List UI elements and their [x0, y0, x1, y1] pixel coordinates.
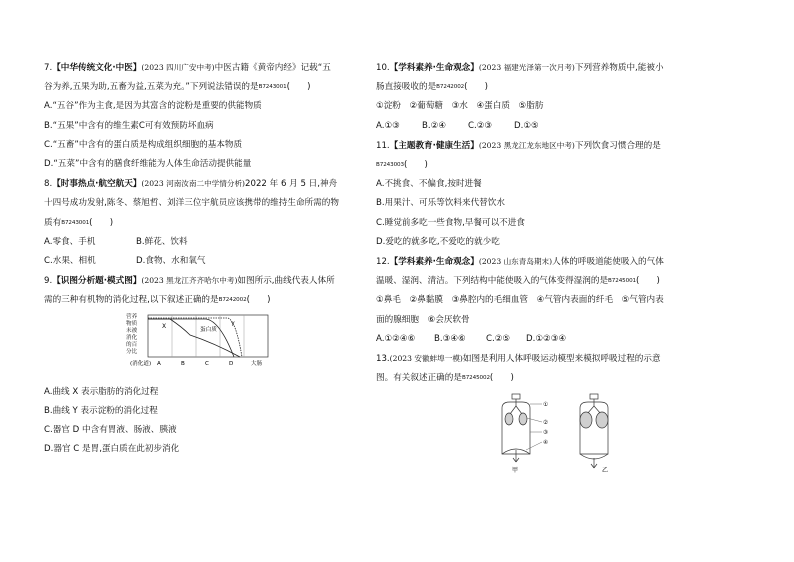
- option-d: D.①②③④: [526, 333, 567, 344]
- x-axis-label: (消化道): [130, 360, 152, 367]
- question-code: B7242002: [218, 297, 247, 304]
- question-source: (2023 安徽蚌埠一模): [389, 354, 463, 364]
- question-8-stem-line2: 十四号成功发射,陈冬、蔡旭哲、刘洋三位宇航员应该携带的维持生命所需的物: [44, 198, 339, 209]
- answer-blank: ( ): [489, 373, 514, 384]
- answer-blank: ( ): [636, 276, 660, 287]
- option-d: D.器官 C 是胃,蛋白质在此初步消化: [44, 444, 180, 455]
- question-text: 如图是利用人体呼吸运动模型来模拟呼吸过程的示意: [462, 354, 661, 365]
- answer-blank: ( ): [286, 82, 311, 93]
- option-b: B.“五果”中含有的维生素C可有效预防坏血病: [44, 120, 214, 131]
- tick-large-intestine: 大肠: [251, 360, 263, 367]
- x-axis-ticks: [157, 359, 263, 367]
- question-text: 温暖、湿润、清洁。下列结构中能使吸入的气体变得湿润的是: [376, 276, 609, 287]
- question-source: (2023 四川广安中考): [141, 63, 215, 72]
- y-label-5: 的百: [126, 341, 138, 348]
- label-2: ②: [543, 420, 549, 427]
- question-text: 下列饮食习惯合理的是: [574, 140, 661, 151]
- caption-jia: 甲: [512, 467, 519, 475]
- question-code: B7245002: [461, 375, 490, 382]
- question-10-items: ①淀粉 ②葡萄糖 ③水 ④蛋白质 ⑤脂肪: [376, 101, 544, 112]
- option-c: C.②③: [468, 120, 493, 131]
- answer-blank: ( ): [464, 82, 489, 93]
- question-tag: 【学科素养·生命观念】: [389, 63, 479, 73]
- question-7-stem-line2: [44, 78, 399, 97]
- option-b: B.鲜花、饮料: [136, 236, 188, 247]
- question-12-stem-line1: [376, 252, 740, 272]
- question-text: 2022 年 6 月 5 日,神舟: [245, 179, 338, 190]
- digestion-curve-figure: [124, 313, 324, 375]
- option-b: B.用果汁、可乐等饮料来代替饮水: [376, 198, 505, 209]
- label-leaders: [526, 404, 542, 450]
- question-number: 8.: [44, 179, 53, 190]
- question-text: 人体的呼吸道能使吸入的气体: [552, 257, 664, 268]
- tick-b: B: [181, 360, 185, 367]
- breathing-model-figure: [492, 392, 640, 474]
- question-10-stem-line2: [376, 78, 740, 97]
- options-row: [376, 330, 740, 349]
- question-source: (2023 河南汝南二中学情分析): [141, 179, 246, 189]
- question-code: B7242002: [436, 84, 465, 91]
- option-a: A.①③: [376, 120, 400, 131]
- option-d: D.①⑤: [514, 120, 539, 131]
- option-b: B.曲线 Y 表示淀粉的消化过程: [44, 406, 158, 417]
- option-c: C.“五畜”中含有的蛋白质是构成组织细胞的基本物质: [44, 139, 243, 150]
- question-12-stem-line2: [376, 272, 740, 291]
- curve-x: [148, 319, 234, 357]
- question-11-stem-line2: [376, 156, 740, 175]
- tick-c: C: [205, 360, 209, 367]
- question-8-stem-line3: [44, 214, 399, 233]
- tick-d: D: [229, 360, 234, 367]
- options-row-1: [44, 233, 399, 252]
- question-text: 肠直接吸收的是: [376, 82, 437, 93]
- label-1: ①: [543, 402, 549, 409]
- question-7: [44, 58, 399, 174]
- y-label-1: 营养: [126, 313, 138, 320]
- option-a: A.①②④⑥: [376, 333, 416, 344]
- question-8-stem-line1: [44, 174, 399, 194]
- question-9-stem-line2: [44, 291, 399, 310]
- answer-blank: ( ): [403, 160, 428, 171]
- question-text: 质有: [44, 217, 62, 228]
- protein-label: 蛋白质: [200, 326, 217, 333]
- question-11: [376, 136, 740, 252]
- option-c: C.器官 D 中含有胃液、肠液、胰液: [44, 425, 177, 436]
- question-text: 需的三种有机物的消化过程,以下叙述正确的是: [44, 295, 219, 306]
- question-tag: 【时事热点·航空航天】: [52, 179, 142, 190]
- question-number: 10.: [376, 63, 390, 73]
- curve-y-label: Y: [231, 320, 235, 328]
- question-13-stem-line2: [376, 369, 740, 388]
- options-row-2: [44, 252, 399, 271]
- option-b: B.②④: [422, 120, 447, 131]
- answer-blank: ( ): [89, 217, 114, 228]
- question-code: B7245001: [608, 278, 636, 285]
- question-12-stem-line4: 面的腺细胞 ⑥会厌软骨: [376, 314, 470, 325]
- left-column: [44, 58, 399, 460]
- right-column: [376, 58, 740, 483]
- question-13: [376, 349, 740, 483]
- question-text: 谷为养,五果为助,五畜为益,五菜为充。”下列说法错误的是: [44, 82, 259, 93]
- question-13-stem-line1: [376, 349, 740, 369]
- label-4: ④: [543, 440, 549, 447]
- question-number: 12.: [376, 257, 390, 268]
- question-9-stem-line1: [44, 271, 399, 291]
- options-row: [376, 117, 740, 136]
- question-10: [376, 58, 740, 136]
- option-c: C.水果、相机: [44, 256, 96, 267]
- question-tag: 【识图分析题·模式图】: [52, 276, 142, 287]
- question-text: 如图所示,曲线代表人体所: [237, 276, 335, 287]
- option-a: A.不挑食、不偏食,按时进餐: [376, 179, 482, 190]
- option-c: C.睡觉前多吃一些食物,早餐可以不进食: [376, 217, 525, 228]
- question-source: (2023 山东青岛期末): [478, 257, 553, 267]
- option-a: A.“五谷”作为主食,是因为其富含的淀粉是重要的供能物质: [44, 101, 262, 112]
- option-a: A.曲线 X 表示脂肪的消化过程: [44, 386, 159, 397]
- y-axis-label: [126, 313, 138, 355]
- question-code: B7243003: [376, 162, 404, 169]
- question-text: 中医古籍《黄帝内经》记载“五: [214, 63, 331, 73]
- y-label-4: 消化: [126, 334, 138, 341]
- question-source: (2023 黑龙江龙东地区中考): [478, 140, 575, 150]
- y-label-3: 未被: [126, 327, 138, 334]
- option-d: D.食物、水和氧气: [136, 256, 206, 267]
- option-a: A.零食、手机: [44, 236, 96, 247]
- option-c: C.②⑤: [486, 333, 511, 344]
- tick-a: A: [157, 360, 161, 367]
- option-d: D.“五菜”中含有的膳食纤维能为人体生命活动提供能量: [44, 159, 252, 170]
- option-d: D.爱吃的就多吃,不爱吃的就少吃: [376, 236, 500, 247]
- question-text: 图。有关叙述正确的是: [376, 373, 462, 384]
- caption-yi: 乙: [602, 467, 609, 475]
- question-11-stem-line1: [376, 136, 740, 156]
- y-label-2: 物质: [126, 320, 138, 327]
- question-source: (2023 黑龙江齐齐哈尔中考): [141, 276, 238, 286]
- bell-jar-a: [502, 394, 530, 462]
- question-9: [44, 271, 399, 459]
- label-3: ③: [543, 430, 549, 437]
- question-code: B7243001: [61, 219, 90, 226]
- question-tag: 【中华传统文化·中医】: [52, 63, 142, 73]
- part-labels: [543, 401, 548, 446]
- question-tag: 【学科素养·生命观念】: [389, 257, 479, 268]
- answer-blank: ( ): [246, 295, 271, 306]
- question-source: (2023 福建光泽第一次月考): [478, 63, 575, 72]
- curve-x-label: X: [162, 322, 167, 330]
- question-code: B7243001: [258, 84, 287, 91]
- question-number: 9.: [44, 276, 53, 287]
- y-label-6: 分比: [126, 348, 138, 355]
- question-7-stem-line1: [44, 58, 399, 78]
- question-number: 7.: [44, 63, 53, 73]
- question-12-stem-line3: ①鼻毛 ②鼻黏膜 ③鼻腔内的毛细血管 ④气管内表面的纤毛 ⑤气管内表: [376, 295, 664, 306]
- bell-jar-b: [580, 394, 608, 468]
- question-text: 下列营养物质中,能被小: [574, 63, 664, 73]
- question-number: 11.: [376, 140, 390, 151]
- option-b: B.③④⑥: [434, 333, 466, 344]
- question-12: [376, 252, 740, 349]
- plot-frame: [148, 315, 268, 357]
- question-tag: 【主题教育·健康生活】: [389, 140, 479, 151]
- question-number: 13.: [376, 354, 390, 365]
- question-10-stem-line1: [376, 58, 740, 78]
- question-8: [44, 174, 399, 271]
